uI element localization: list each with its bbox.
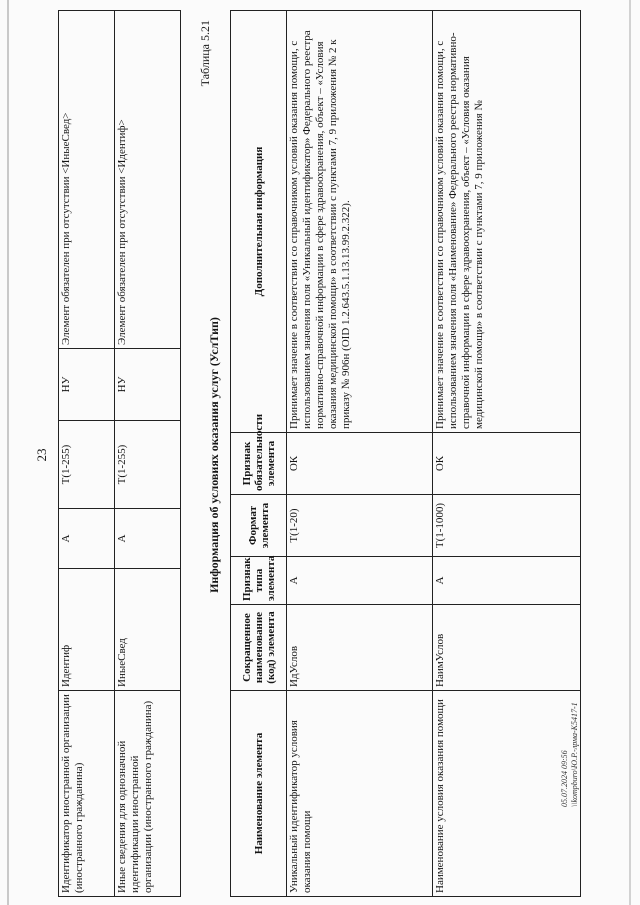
stamp-path: \\kompburo\Ю.Р.-лрма-К5417-1 — [570, 702, 579, 807]
cell-code: Идентиф — [59, 569, 115, 691]
cell-code: НаимУслов — [433, 605, 581, 691]
table-row — [59, 11, 115, 897]
cell-type: А — [115, 509, 181, 569]
cell-type: А — [433, 557, 581, 605]
cell-format: Т(1-255) — [59, 421, 115, 509]
cell-req: ОК — [287, 433, 433, 495]
cell-req: ОК — [433, 433, 581, 495]
header-info: Дополнительная информация — [231, 11, 287, 433]
cell-info: Принимает значение в соответствии со справочником условий оказания помощи, с использованием значения поля «Наименование» Федерального реестра нормативно-справочной информации в сфере здравоохранения, объект – «Условия оказания медицинской помощи» в соответствии с пунктами 7, 9 приложения № — [433, 11, 581, 433]
cell-format: Т(1-1000) — [433, 495, 581, 557]
table-continuation — [58, 10, 181, 897]
header-type: Признак типа элемента — [231, 557, 287, 605]
cell-code: ИныеСвед — [115, 569, 181, 691]
cell-code: ИдУслов — [287, 605, 433, 691]
cell-name: Идентификатор иностранной организации (иностранного гражданина) — [59, 691, 115, 897]
table-caption: Информация об условиях оказания услуг (УслТип) — [207, 317, 221, 593]
cell-format: Т(1-20) — [287, 495, 433, 557]
cell-info: Принимает значение в соответствии со справочником условий оказания помощи, с использованием значения поля «Уникальный идентификатор» Федерального реестра нормативно-справочной информации в сфере здравоохранения, объект – «Условия оказания медицинской помощи» в соответствии с пунктами 7, 9 приложения № 2 к приказу № 906н (OID 1.2.643.5.1.13.13.99.2.322). — [287, 11, 433, 433]
header-format: Формат элемента — [231, 495, 287, 557]
table-header-row — [231, 11, 287, 897]
stamp-date: 05.07.2024 09:56 — [560, 750, 569, 807]
cell-type: А — [59, 509, 115, 569]
cell-name: Уникальный идентификатор условия оказания помощи — [287, 691, 433, 897]
page-number: 23 — [34, 448, 49, 462]
cell-info: Элемент обязателен при отсутствии <Идентиф> — [115, 11, 181, 349]
table-row — [287, 11, 433, 897]
cell-req: НУ — [115, 349, 181, 421]
cell-name: Иные сведения для однозначной идентификации иностранной организации (иностранного гражданина) — [115, 691, 181, 897]
header-req: Признак обязательности элемента — [231, 433, 287, 495]
cell-name: Наименование условия оказания помощи — [433, 691, 581, 897]
cell-info: Элемент обязателен при отсутствии <ИныеСвед> — [59, 11, 115, 349]
cell-format: Т(1-255) — [115, 421, 181, 509]
cell-req: НУ — [59, 349, 115, 421]
table-number: Таблица 5.21 — [198, 20, 212, 87]
table-row — [115, 11, 181, 897]
header-name: Наименование элемента — [231, 691, 287, 897]
table-row — [433, 11, 581, 897]
cell-type: А — [287, 557, 433, 605]
table-service-conditions — [230, 10, 581, 897]
print-stamp — [560, 702, 580, 807]
header-code: Сокращенное наименование (код) элемента — [231, 605, 287, 691]
